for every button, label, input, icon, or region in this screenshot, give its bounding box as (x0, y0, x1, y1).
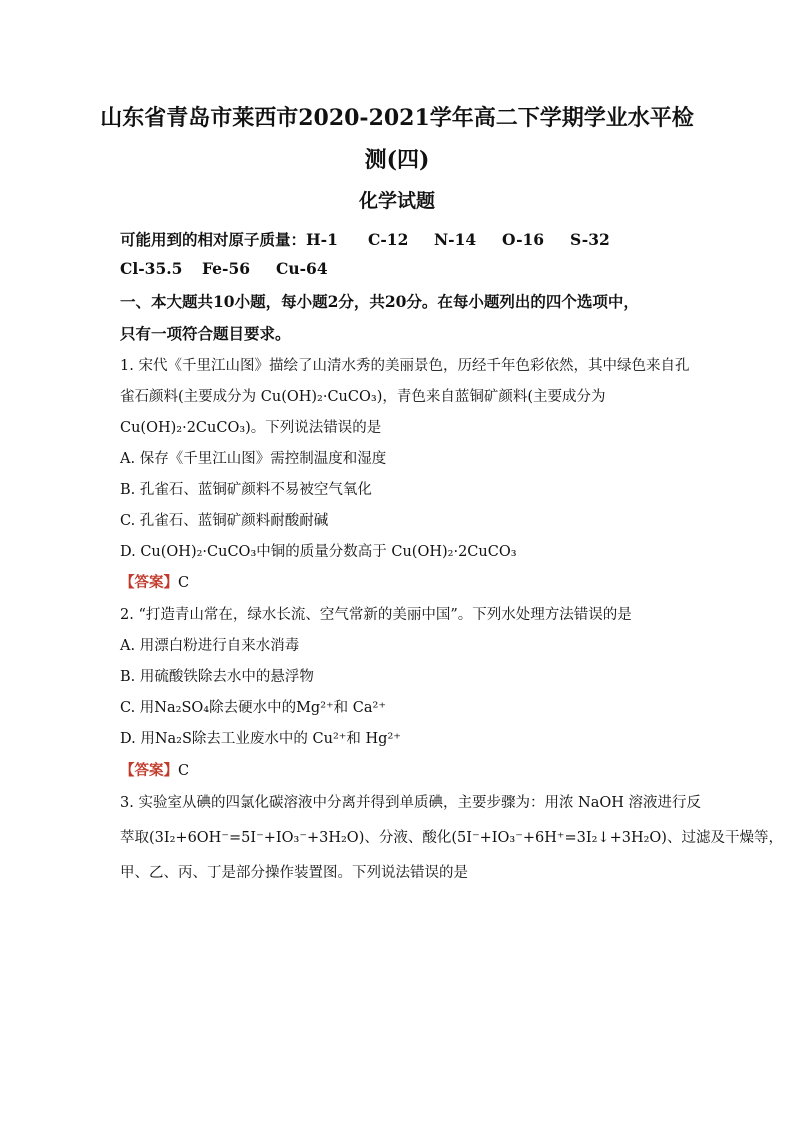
q1-option-a: A. 保存《千里江山图》需控制温度和湿度 (120, 451, 387, 467)
q3-stem-line3: 甲、乙、丙、丁是部分操作装置图。下列说法错误的是 (120, 865, 468, 881)
exam-subtitle: 化学试题 (358, 190, 435, 212)
atomic-mass-item: H-1 (306, 230, 338, 249)
atomic-mass-item: Cu-64 (276, 259, 328, 278)
q3-stem-line2: 萃取(3I₂+6OH⁻=5I⁻+IO₃⁻+3H₂O)、分液、酸化(5I⁻+IO₃⁻+6H⁺=3I₂↓+3H₂O)、过滤及干燥等， (120, 830, 783, 846)
exam-title-line1: 山东省青岛市莱西市2020-2021学年高二下学期学业水平检 (100, 105, 694, 131)
q2-option-b: B. 用硫酸铁除去水中的悬浮物 (120, 669, 314, 685)
q1-stem-line2: 雀石颜料(主要成分为 Cu(OH)₂·CuCO₃)，青色来自蓝铜矿颜料(主要成分为 (120, 389, 606, 405)
answer-value: C (178, 763, 190, 779)
atomic-mass-item: Cl-35.5 (120, 259, 183, 278)
q1-stem-line3: Cu(OH)₂·2CuCO₃)。下列说法错误的是 (120, 420, 382, 436)
q1-option-d: D. Cu(OH)₂·CuCO₃中铜的质量分数高于 Cu(OH)₂·2CuCO₃ (120, 544, 517, 560)
atomic-mass-item: C-12 (368, 230, 409, 249)
q2-option-d: D. 用Na₂S除去工业废水中的 Cu²⁺和 Hg²⁺ (120, 731, 401, 747)
q3-stem-line1: 3. 实验室从碘的四氯化碳溶液中分离并得到单质碘，主要步骤为：用浓 NaOH 溶液进行反 (120, 795, 702, 811)
answer-label: 【答案】 (120, 762, 178, 779)
atomic-mass-row2 (120, 259, 690, 278)
q2-answer (120, 759, 690, 780)
atomic-mass-item: Fe-56 (202, 259, 251, 278)
atomic-mass-row1 (120, 228, 690, 250)
q2-stem: 2. “打造青山常在，绿水长流、空气常新的美丽中国”。下列水处理方法错误的是 (120, 607, 632, 623)
atomic-mass-item: S-32 (570, 230, 610, 249)
exam-title-line2: 测(四) (364, 147, 430, 173)
q1-option-b: B. 孔雀石、蓝铜矿颜料不易被空气氧化 (120, 482, 372, 498)
section-heading-line1: 一、本大题共10小题，每小题2分，共20分。在每小题列出的四个选项中， (120, 292, 639, 311)
answer-label: 【答案】 (120, 574, 178, 591)
answer-value: C (178, 575, 190, 591)
atomic-mass-label: 可能用到的相对原子质量： (120, 230, 307, 249)
q1-option-c: C. 孔雀石、蓝铜矿颜料耐酸耐碱 (120, 513, 329, 529)
q2-option-c: C. 用Na₂SO₄除去硬水中的Mg²⁺和 Ca²⁺ (120, 700, 386, 716)
atomic-mass-item: O-16 (502, 230, 545, 249)
q1-answer (120, 571, 690, 592)
atomic-mass-item: N-14 (434, 230, 477, 249)
q2-option-a: A. 用漂白粉进行自来水消毒 (120, 638, 300, 654)
q1-stem-line1: 1. 宋代《千里江山图》描绘了山清水秀的美丽景色，历经千年色彩依然，其中绿色来自孔 (120, 358, 690, 374)
section-heading-line2: 只有一项符合题目要求。 (120, 324, 291, 343)
